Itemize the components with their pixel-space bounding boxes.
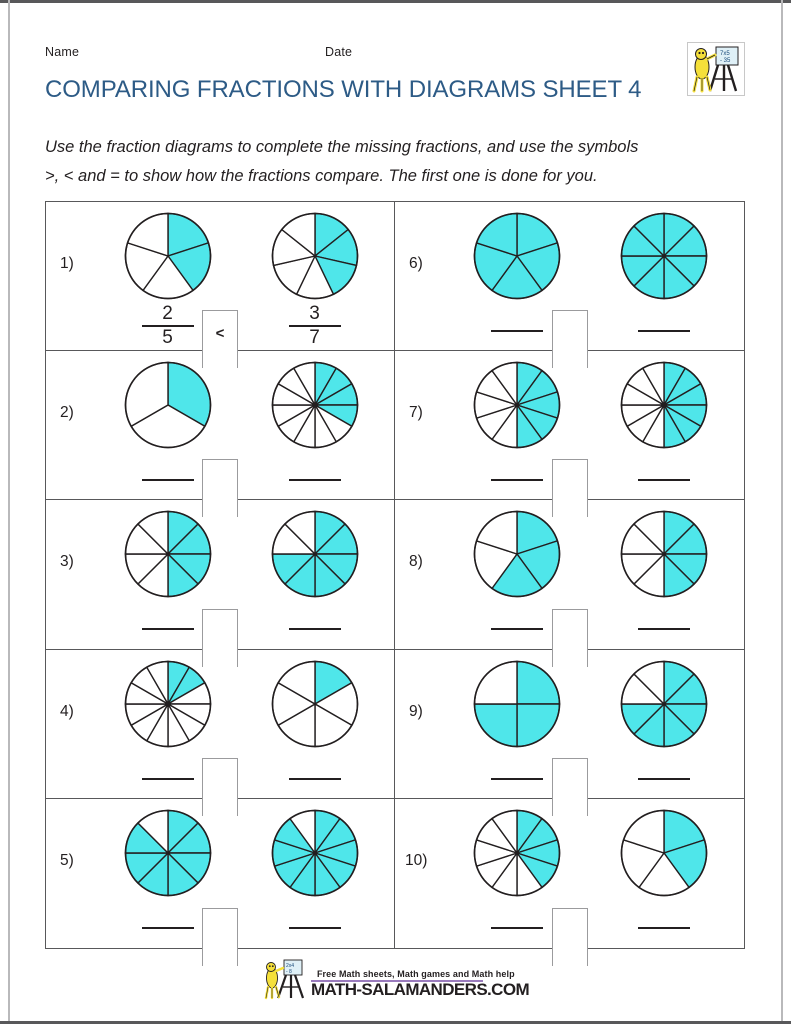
svg-text:- 35: - 35 (720, 58, 731, 64)
name-label: Name (45, 45, 80, 59)
pie-pair (94, 510, 388, 644)
answer-area-left[interactable] (138, 901, 198, 943)
comparison-symbol: < (215, 325, 225, 343)
comparison-symbol-box[interactable] (552, 609, 588, 667)
pie-pair (443, 212, 738, 346)
pie-pair (94, 660, 388, 794)
problem-number: 7) (409, 404, 423, 422)
fraction-pie-3-of-4 (473, 660, 561, 748)
page-border-right (781, 0, 783, 1024)
page-title: COMPARING FRACTIONS WITH DIAGRAMS SHEET 4 (45, 76, 642, 103)
svg-text:7x5: 7x5 (720, 51, 730, 57)
fraction-denominator: 7 (309, 327, 320, 348)
answer-area-left[interactable] (487, 752, 547, 794)
problem-number: 2) (60, 404, 74, 422)
fraction-pie-5-of-5 (473, 212, 561, 300)
pie-column-left (121, 809, 215, 943)
salamander-math-logo-icon (687, 42, 745, 96)
fraction-pie-6-of-8 (271, 510, 359, 598)
problem-cell-8 (395, 500, 744, 648)
pie-column-right (268, 660, 362, 794)
pie-pair (443, 809, 738, 943)
problem-cell-4 (46, 650, 395, 798)
problem-number: 4) (60, 702, 74, 720)
pie-column-left (470, 212, 564, 346)
pie-pair (443, 361, 738, 495)
pie-column-left (470, 361, 564, 495)
pie-column-right (617, 660, 711, 794)
pie-column-right (617, 809, 711, 943)
answer-area-left[interactable] (487, 901, 547, 943)
footer-site-name: MATH-SALAMANDERS.COM (310, 980, 530, 999)
fraction-pie-8-of-8 (620, 212, 708, 300)
comparison-symbol-box[interactable] (552, 310, 588, 368)
pie-column-left (470, 809, 564, 943)
fraction-pie-4-of-8 (124, 510, 212, 598)
answer-blank-line-left[interactable] (142, 479, 194, 481)
pie-pair (94, 809, 388, 943)
fraction-pie-1-of-3 (124, 361, 212, 449)
pie-column-right (617, 361, 711, 495)
pie-column-right (617, 212, 711, 346)
answer-blank-line-right[interactable] (638, 927, 690, 929)
answer-area-left[interactable] (138, 304, 198, 346)
answer-area-right[interactable] (285, 453, 345, 495)
fraction-pie-5-of-10 (473, 361, 561, 449)
answer-blank-line-right[interactable] (289, 927, 341, 929)
pie-column-left (470, 660, 564, 794)
answer-area-left[interactable] (138, 453, 198, 495)
answer-blank-line-right[interactable] (289, 778, 341, 780)
answer-area-left[interactable] (138, 752, 198, 794)
footer (0, 958, 791, 1000)
salamander-math-logo-icon (262, 958, 308, 1000)
problem-cell-9 (395, 650, 744, 798)
answer-blank-line-left[interactable] (142, 628, 194, 630)
pie-column-left (121, 212, 215, 346)
problem-cell-6 (395, 202, 744, 350)
pie-column-right (268, 809, 362, 943)
fraction-pie-4-of-8 (620, 510, 708, 598)
answer-area-right[interactable] (285, 304, 345, 346)
problem-cell-3 (46, 500, 395, 648)
comparison-symbol-box[interactable] (202, 609, 238, 667)
comparison-symbol-box[interactable] (552, 758, 588, 816)
pie-column-right (268, 361, 362, 495)
fraction-pie-2-of-5 (124, 212, 212, 300)
problem-number: 6) (409, 255, 423, 273)
problem-cell-1 (46, 202, 395, 350)
instructions (45, 133, 745, 191)
answer-blank-line-right[interactable] (289, 479, 341, 481)
answer-blank-line-left[interactable] (491, 330, 543, 332)
instructions-line-1: Use the fraction diagrams to complete the missing fractions, and use the symbols (45, 138, 639, 156)
pie-pair (94, 361, 388, 495)
problem-cell-5 (46, 799, 395, 948)
problem-number: 5) (60, 852, 74, 870)
footer-tagline: Free Math sheets, Math games and Math help (316, 969, 515, 979)
problem-number: 8) (409, 553, 423, 571)
problem-cell-7 (395, 351, 744, 499)
comparison-symbol-box[interactable] (552, 908, 588, 966)
comparison-symbol-box[interactable] (552, 459, 588, 517)
answer-blank-line-right[interactable] (638, 479, 690, 481)
fraction-pie-2-of-5 (620, 809, 708, 897)
fraction-left (138, 304, 198, 348)
pie-pair (443, 660, 738, 794)
problem-cell-10 (395, 799, 744, 948)
fraction-pie-3-of-7 (271, 212, 359, 300)
problem-row (46, 500, 744, 649)
pie-column-left (470, 510, 564, 644)
answer-area-right[interactable] (634, 602, 694, 644)
comparison-symbol-box[interactable] (202, 908, 238, 966)
problem-row (46, 650, 744, 799)
instructions-line-2: >, < and = to show how the fractions compare. The first one is done for you. (45, 167, 598, 185)
fraction-pie-9-of-10 (271, 809, 359, 897)
answer-area-right[interactable] (634, 901, 694, 943)
answer-area-left[interactable] (487, 602, 547, 644)
problem-number: 3) (60, 553, 74, 571)
answer-blank-line-right[interactable] (289, 628, 341, 630)
pie-pair (443, 510, 738, 644)
answer-area-left[interactable] (138, 602, 198, 644)
comparison-symbol-box[interactable] (202, 459, 238, 517)
pie-column-left (121, 660, 215, 794)
fraction-pie-3-of-5 (473, 510, 561, 598)
fraction-pie-4-of-10 (473, 809, 561, 897)
fraction-pie-2-of-12 (124, 660, 212, 748)
answer-blank-line-left[interactable] (491, 479, 543, 481)
pie-column-right (268, 510, 362, 644)
svg-text:- 8: - 8 (285, 969, 292, 975)
fraction-pie-1-of-6 (271, 660, 359, 748)
problem-row (46, 202, 744, 351)
answer-blank-line-right[interactable] (638, 330, 690, 332)
comparison-symbol-box[interactable] (202, 758, 238, 816)
fraction-pie-7-of-8 (124, 809, 212, 897)
footer-text (311, 969, 529, 1000)
comparison-symbol-box[interactable] (202, 310, 238, 368)
pie-column-right (268, 212, 362, 346)
answer-area-right[interactable] (634, 752, 694, 794)
answer-area-right[interactable] (634, 453, 694, 495)
answer-blank-line-right[interactable] (638, 778, 690, 780)
logo-svg (688, 43, 744, 95)
answer-area-left[interactable] (487, 304, 547, 346)
page-border-top (0, 0, 791, 3)
answer-area-right[interactable] (285, 752, 345, 794)
answer-blank-line-left[interactable] (491, 927, 543, 929)
date-label: Date (325, 45, 353, 59)
pie-column-left (121, 361, 215, 495)
problems-grid (45, 201, 745, 949)
pie-column-left (121, 510, 215, 644)
fraction-numerator: 3 (309, 303, 320, 324)
fraction-right (285, 304, 345, 348)
problem-cell-2 (46, 351, 395, 499)
answer-blank-line-left[interactable] (142, 778, 194, 780)
pie-pair (94, 212, 388, 346)
answer-blank-line-left[interactable] (142, 927, 194, 929)
answer-area-right[interactable] (285, 602, 345, 644)
footer-inner (262, 958, 529, 1000)
fraction-denominator: 5 (162, 327, 173, 348)
fraction-pie-6-of-8 (620, 660, 708, 748)
answer-area-right[interactable] (285, 901, 345, 943)
fraction-pie-4-of-12 (271, 361, 359, 449)
svg-text:2x4: 2x4 (285, 963, 294, 969)
answer-blank-line-right[interactable] (638, 628, 690, 630)
problem-number: 9) (409, 702, 423, 720)
problem-number: 10) (405, 852, 428, 870)
page-border-left (8, 0, 10, 1024)
answer-area-right[interactable] (634, 304, 694, 346)
problem-row (46, 799, 744, 948)
answer-blank-line-left[interactable] (491, 628, 543, 630)
answer-blank-line-left[interactable] (491, 778, 543, 780)
answer-area-left[interactable] (487, 453, 547, 495)
fraction-pie-6-of-12 (620, 361, 708, 449)
problem-row (46, 351, 744, 500)
pie-column-right (617, 510, 711, 644)
fraction-numerator: 2 (162, 303, 173, 324)
problem-number: 1) (60, 255, 74, 273)
